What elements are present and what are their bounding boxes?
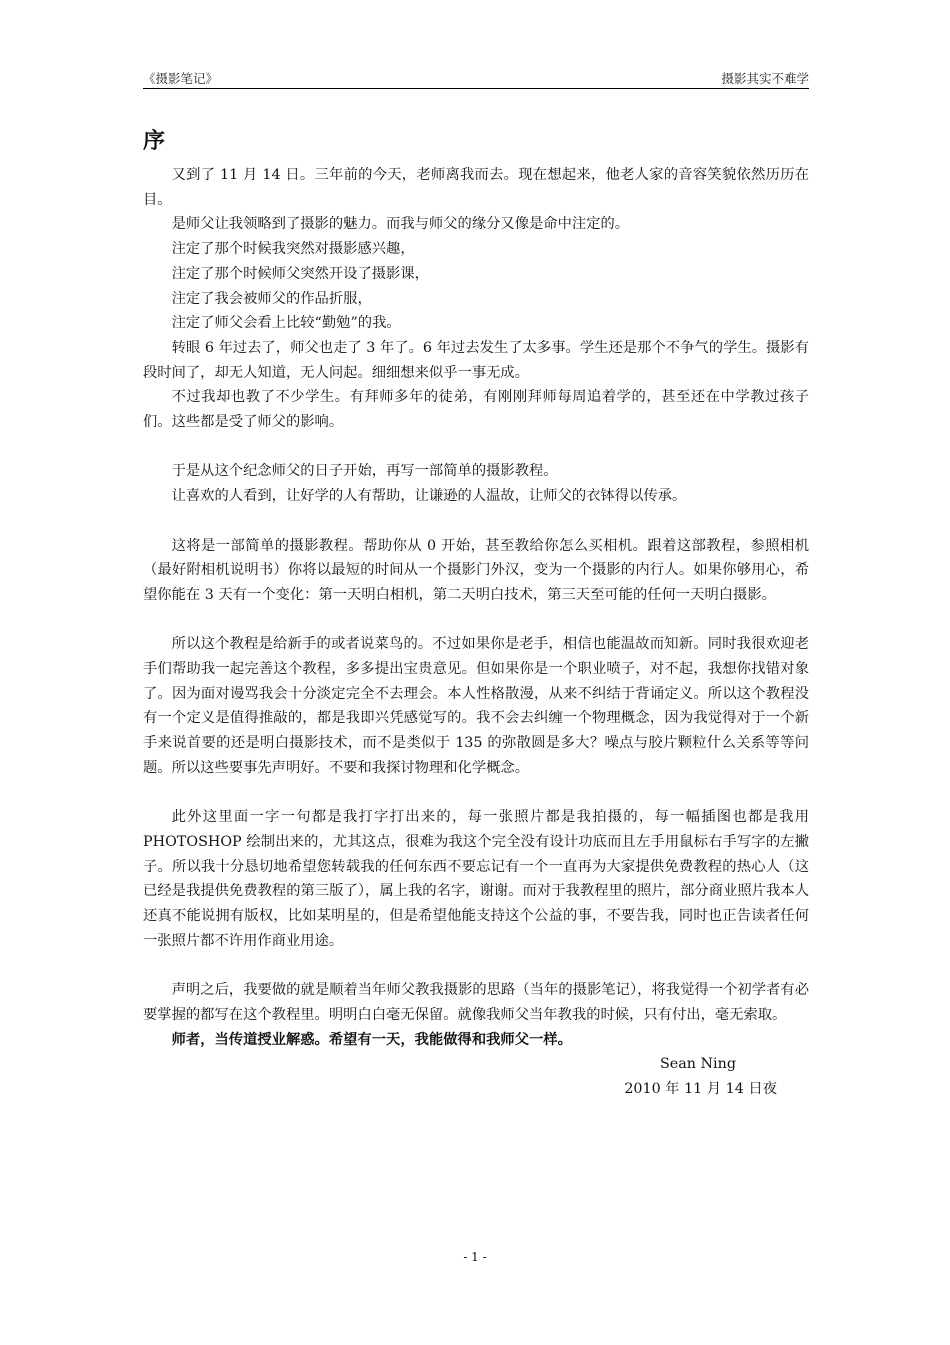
signature-block <box>143 1052 809 1101</box>
paragraph: 是师父让我领略到了摄影的魅力。而我与师父的缘分又像是命中注定的。 <box>171 216 630 233</box>
paragraph: 于是从这个纪念师父的日子开始，再写一部简单的摄影教程。 <box>171 463 558 480</box>
paragraph: 声明之后，我要做的就是顺着当年师父教我摄影的思路（当年的摄影笔记），将我觉得一个初学者有必要掌握的都写在这个教程里。明明白白毫无保留。就像我师父当年教我的时候，只有付出，毫无索取。 <box>143 982 809 1023</box>
paragraph: 不过我却也教了不少学生。有拜师多年的徒弟，有刚刚拜师每周追着学的，甚至还在中学教过孩子们。这些都是受了师父的影响。 <box>143 389 809 431</box>
paragraph: 这将是一部简单的摄影教程。帮助你从 0 开始，甚至教给你怎么买相机。跟着这部教程，参照相机（最好附相机说明书）你将以最短的时间从一个摄影门外汉，变为一个摄影的内行人。如果你够用心，希望你能在 3 天有一个变化：第一天明白相机，第二天明白技术，第三天至可能的任何一天明白摄影。 <box>143 537 809 603</box>
header-section-title: 摄影其实不难学 <box>721 71 809 86</box>
paragraph: 注定了我会被师父的作品折服， <box>171 290 372 307</box>
document-body <box>143 163 809 1102</box>
paragraph: 所以这个教程是给新手的或者说菜鸟的。不过如果你是老手，相信也能温故而知新。同时我很欢迎老手们帮助我一起完善这个教程，多多提出宝贵意见。但如果你是一个职业喷子，对不起，我想你找错对象了。因为面对谩骂我会十分淡定完全不去理会。本人性格散漫，从来不纠结于背诵定义。所以这个教程没有一个定义是值得推敲的，都是我即兴凭感觉写的。我不会去纠缠一个物理概念，因为我觉得对于一个新手来说首要的还是明白摄影技术，而不是类似于 135 的弥散圆是多大？噪点与胶片颗粒什么关系等等问题。所以这些要事先声明好。不要和我探讨物理和化学概念。 <box>143 636 809 776</box>
paragraph: 注定了师父会看上比较“勤勉”的我。 <box>171 315 401 332</box>
paragraph: 又到了 11 月 14 日。三年前的今天，老师离我而去。现在想起来，他老人家的音容笑貌依然历历在目。 <box>143 167 809 208</box>
author-name: Sean Ning <box>660 1056 736 1073</box>
paragraph: 转眼 6 年过去了，师父也走了 3 年了。6 年过去发生了太多事。学生还是那个不争气的学生。摄影有段时间了，却无人知道，无人问起。细细想来似乎一事无成。 <box>143 339 809 381</box>
paragraph: 注定了那个时候我突然对摄影感兴趣， <box>171 241 415 258</box>
paragraph: 此外这里面一字一句都是我打字打出来的，每一张照片都是我拍摄的，每一幅插图也都是我用 PHOTOSHOP 绘制出来的，尤其这点，很难为我这个完全没有设计功底而且左手用鼠标右手写字的左撇子。所以我十分恳切地希望您转载我的任何东西不要忘记有一个一直再为大家提供免费教程的热心人（这已经是我提供免费教程的第三版了），属上我的名字，谢谢。而对于我教程里的照片，部分商业照片我本人还真不能说拥有版权，比如某明星的，但是希望他能支持这个公益的事，不要告我，同时也正告读者任何一张照片都不许用作商业用途。 <box>143 809 809 949</box>
paragraph: 注定了那个时候师父突然开设了摄影课， <box>171 265 429 282</box>
paragraph: 让喜欢的人看到，让好学的人有帮助，让谦逊的人温故，让师父的衣钵得以传承。 <box>171 488 687 505</box>
signature-date: 2010 年 11 月 14 日夜 <box>624 1080 777 1097</box>
page-header <box>143 64 809 89</box>
header-book-title: 《摄影笔记》 <box>143 71 219 86</box>
closing-statement: 师者，当传道授业解惑。希望有一天，我能做得和我师父一样。 <box>171 1031 572 1048</box>
page-title: 序 <box>143 128 166 154</box>
page-number: - 1 - <box>463 1250 487 1264</box>
